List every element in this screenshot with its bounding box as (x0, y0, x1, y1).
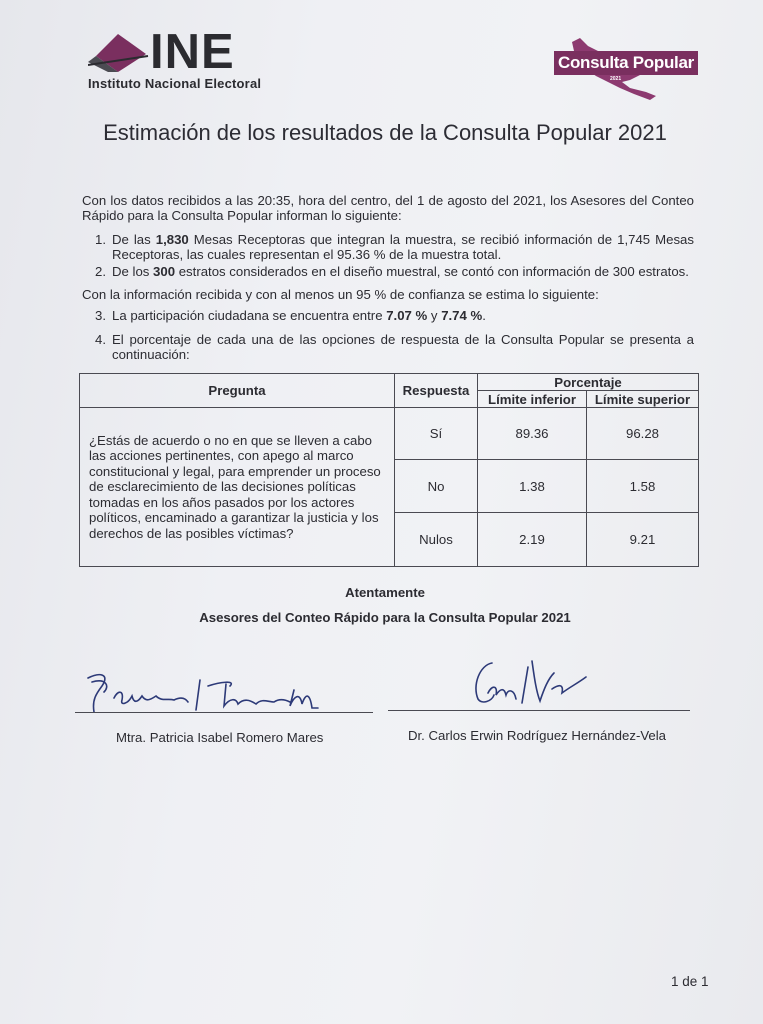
superior-cell: 1.58 (587, 460, 699, 512)
inferior-cell: 89.36 (478, 408, 587, 460)
consulta-logo-text: Consulta Popular (554, 51, 698, 75)
page-title: Estimación de los resultados de la Consulta Popular 2021 (103, 120, 667, 145)
superior-cell: 9.21 (587, 512, 699, 566)
superior-cell: 96.28 (587, 408, 699, 460)
list-item: 1. De las 1,830 Mesas Receptoras que integran la muestra, se recibió información de 1,745 Mesas Receptoras, las cuales representan el 95.36 % de la muestra total. (95, 232, 694, 262)
numbered-list-b (82, 308, 694, 362)
signature-left-icon (80, 668, 340, 718)
header-respuesta: Respuesta (395, 374, 478, 408)
header-pregunta: Pregunta (80, 374, 395, 408)
header-limite-inferior: Límite inferior (478, 391, 587, 408)
ine-logo (88, 25, 288, 102)
results-table (79, 373, 699, 567)
signatories-heading: Asesores del Conteo Rápido para la Consulta Popular 2021 (199, 610, 571, 625)
signer-right-name: Dr. Carlos Erwin Rodríguez Hernández-Vela (408, 728, 667, 743)
respuesta-cell: Nulos (395, 512, 478, 566)
question-cell: ¿Estás de acuerdo o no en que se lleven a cabo las acciones pertinentes, con apego al marco constitucional y legal, para emprender un proceso de esclarecimiento de las decisiones políticas tomadas en los años pasados por los actores políticos, encaminado a garantizar la justicia y los derechos de las posibles víctimas? (80, 408, 395, 567)
ine-logo-text: INE (150, 25, 235, 79)
header-porcentaje: Porcentaje (478, 374, 699, 391)
consulta-logo-year: 2021 (610, 76, 622, 82)
table-row (80, 408, 699, 460)
numbered-list-a (82, 232, 694, 279)
header-limite-superior: Límite superior (587, 391, 699, 408)
respuesta-cell: No (395, 460, 478, 512)
signature-line-left (75, 712, 373, 713)
respuesta-cell: Sí (395, 408, 478, 460)
signature-right-icon (462, 655, 602, 710)
ine-subtitle: Instituto Nacional Electoral (88, 76, 262, 91)
ine-emblem-icon (88, 32, 150, 74)
intro-paragraph: Con los datos recibidos a las 20:35, hora del centro, del 1 de agosto del 2021, los Asesores del Conteo Rápido para la Consulta Popular informan lo siguiente: (82, 193, 694, 223)
signer-left-name: Mtra. Patricia Isabel Romero Mares (116, 730, 324, 745)
consulta-popular-logo (550, 36, 694, 102)
list-item: 3. La participación ciudadana se encuentra entre 7.07 % y 7.74 %. (95, 308, 486, 323)
inferior-cell: 1.38 (478, 460, 587, 512)
inferior-cell: 2.19 (478, 512, 587, 566)
confidence-paragraph: Con la información recibida y con al menos un 95 % de confianza se estima lo siguiente: (82, 287, 599, 302)
page-number: 1 de 1 (671, 974, 709, 989)
list-item: 2. De los 300 estratos considerados en el diseño muestral, se contó con información de 300 estratos. (95, 264, 689, 279)
list-item: 4. El porcentaje de cada una de las opciones de respuesta de la Consulta Popular se presenta a continuación: (95, 332, 694, 362)
closing-text: Atentamente (345, 585, 425, 600)
signature-line-right (388, 710, 690, 711)
